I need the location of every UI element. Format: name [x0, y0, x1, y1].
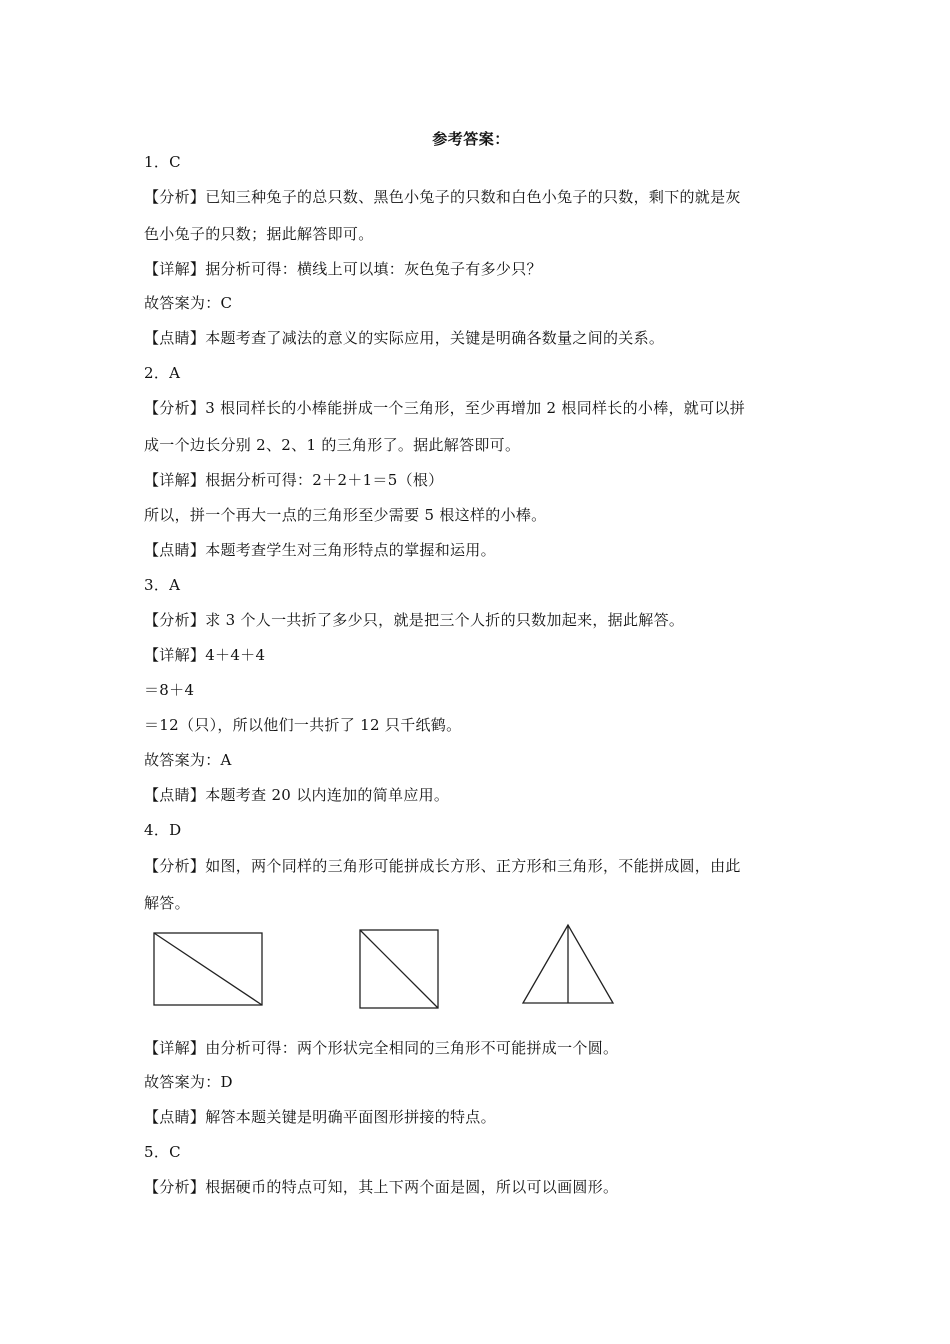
answer-5-heading: 5．C: [144, 1143, 181, 1161]
answer-1-comment: 【点睛】本题考查了减法的意义的实际应用，关键是明确各数量之间的关系。: [144, 329, 665, 347]
answer-3-step-result: ＝12（只），所以他们一共折了 12 只千纸鹤。: [144, 716, 462, 734]
square-split-diagram: [360, 930, 438, 1008]
answer-4-analysis-cont: 解答。: [144, 894, 190, 912]
answer-3-analysis: 【分析】求 3 个人一共折了多少只，就是把三个人折的只数加起来，据此解答。: [144, 611, 685, 629]
shape-figures: [140, 920, 640, 1020]
answer-2-conclusion: 所以，拼一个再大一点的三角形至少需要 5 根这样的小棒。: [144, 506, 547, 524]
answer-3-step: ＝8＋4: [144, 681, 195, 699]
triangle-split-diagram: [523, 925, 613, 1003]
shape-figures-svg: [140, 920, 640, 1020]
page-title: 参考答案：: [432, 130, 510, 148]
answer-4-heading: 4．D: [144, 821, 182, 839]
answer-4-result: 故答案为：D: [144, 1073, 233, 1091]
answer-5-analysis: 【分析】根据硬币的特点可知，其上下两个面是圆，所以可以画圆形。: [144, 1178, 619, 1196]
answer-3-heading: 3．A: [144, 576, 181, 594]
answer-3-comment: 【点睛】本题考查 20 以内连加的简单应用。: [144, 786, 450, 804]
answer-1-analysis-cont: 色小兔子的只数；据此解答即可。: [144, 225, 374, 243]
answer-2-detail: 【详解】根据分析可得：2＋2＋1＝5（根）: [144, 471, 444, 489]
answer-4-analysis: 【分析】如图，两个同样的三角形可能拼成长方形、正方形和三角形，不能拼成圆，由此: [144, 857, 741, 875]
answer-3-result: 故答案为：A: [144, 751, 232, 769]
answer-1-analysis: 【分析】已知三种兔子的总只数、黑色小兔子的只数和白色小兔子的只数，剩下的就是灰: [144, 188, 741, 206]
answer-2-comment: 【点睛】本题考查学生对三角形特点的掌握和运用。: [144, 541, 496, 559]
answer-1-detail: 【详解】据分析可得：横线上可以填：灰色兔子有多少只？: [144, 260, 542, 278]
answer-3-detail: 【详解】4＋4＋4: [144, 646, 266, 664]
answer-2-heading: 2．A: [144, 364, 181, 382]
answer-4-comment: 【点睛】解答本题关键是明确平面图形拼接的特点。: [144, 1108, 496, 1126]
answer-2-analysis-cont: 成一个边长分别 2、2、1 的三角形了。据此解答即可。: [144, 436, 521, 454]
rectangle-diagonal: [154, 933, 262, 1005]
answer-1-result: 故答案为：C: [144, 294, 233, 312]
answer-2-analysis: 【分析】3 根同样长的小棒能拼成一个三角形，至少再增加 2 根同样长的小棒，就可以拼: [144, 399, 745, 417]
square-diagonal: [360, 930, 438, 1008]
answer-4-detail: 【详解】由分析可得：两个形状完全相同的三角形不可能拼成一个圆。: [144, 1039, 619, 1057]
rectangle-split-diagram: [154, 933, 262, 1005]
answer-1-heading: 1．C: [144, 153, 181, 171]
